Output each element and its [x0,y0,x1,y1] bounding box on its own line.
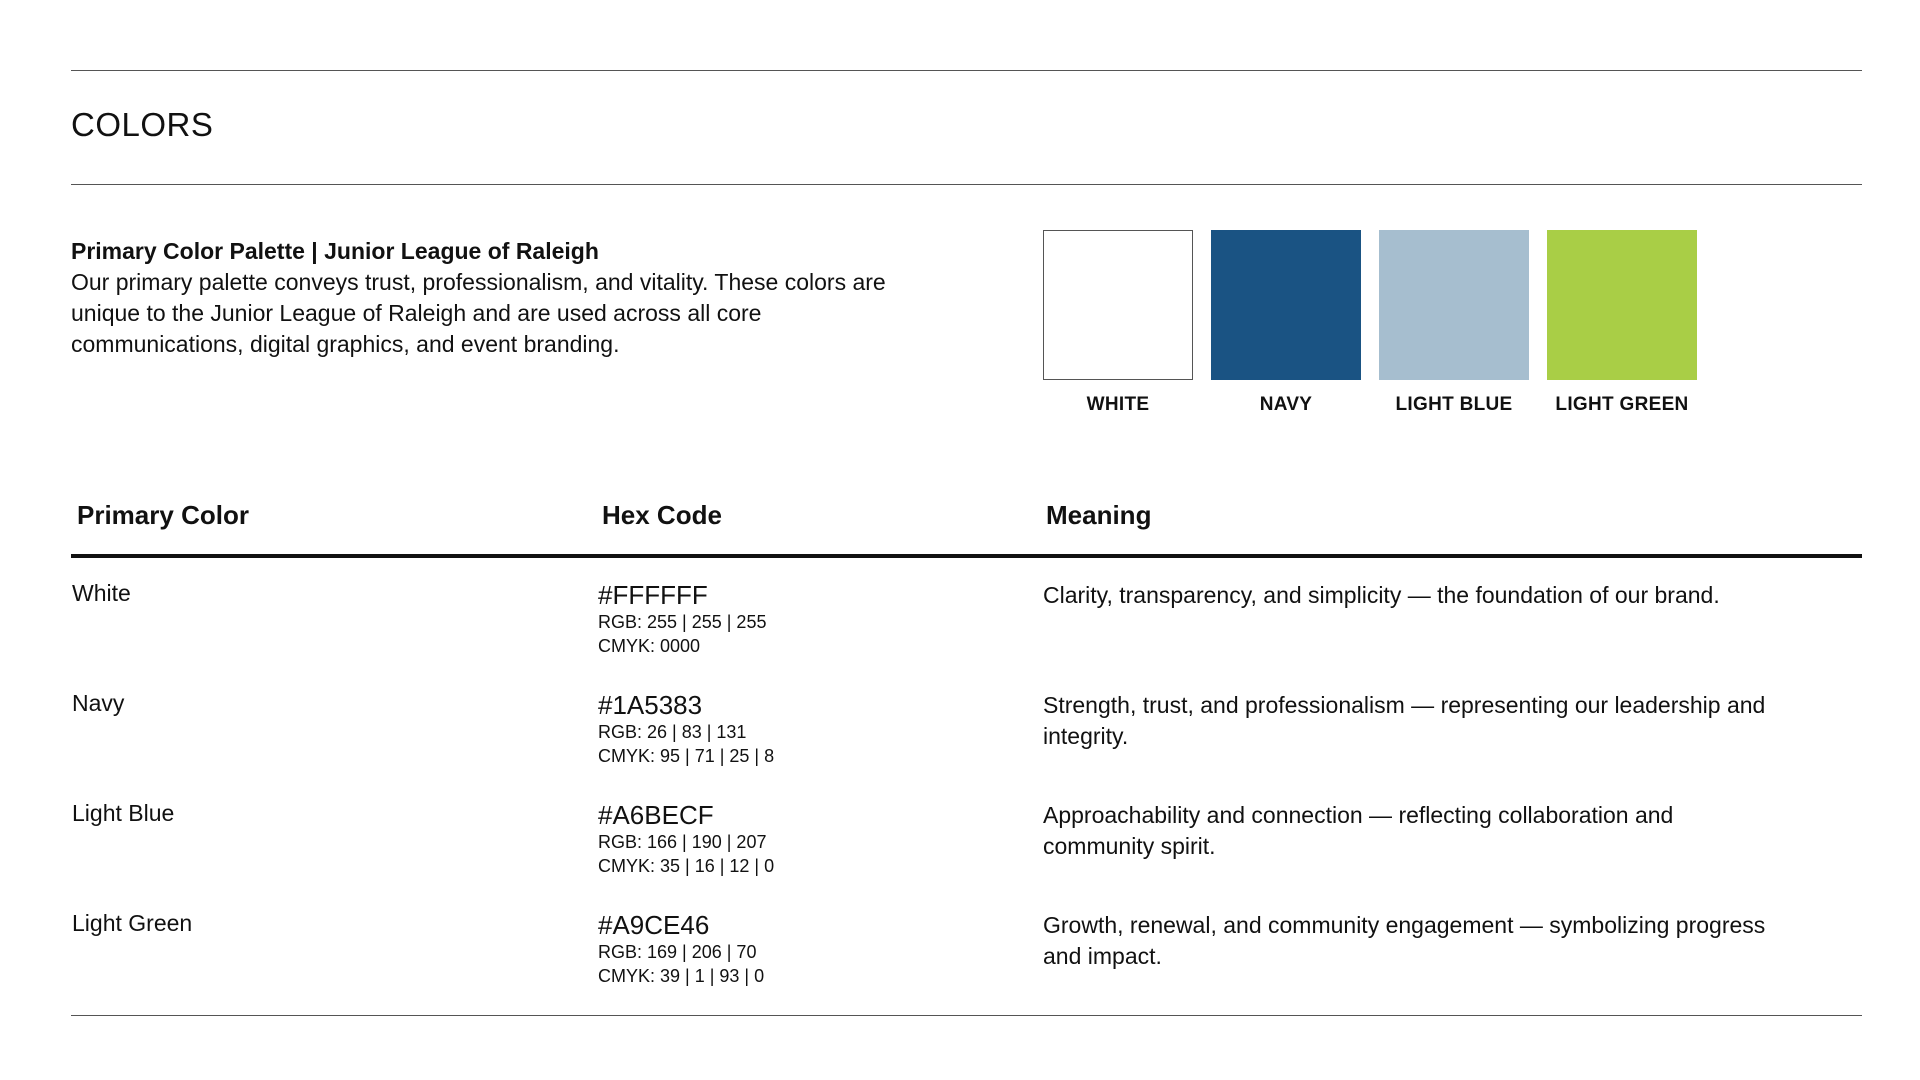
table-row [71,684,1862,794]
color-table [71,496,1862,1014]
color-meaning: Approachability and connection — reflecting collaboration and community spirit. [1043,802,1674,859]
color-codes [598,800,774,878]
hex-code: #1A5383 [598,690,703,720]
color-codes [598,910,764,988]
color-name: Light Blue [72,800,175,826]
color-name: Navy [72,690,125,716]
color-meaning: Strength, trust, and professionalism — representing our leadership and integrity. [1043,692,1766,749]
swatch-navy [1211,230,1361,416]
swatch-white [1043,230,1193,416]
table-row [71,574,1862,684]
cmyk-value: CMYK: 39 | 1 | 93 | 0 [598,966,765,986]
rgb-value: RGB: 166 | 190 | 207 [598,832,767,852]
bottom-divider [71,1015,1862,1016]
hex-code: #A9CE46 [598,910,710,940]
table-row [71,794,1862,904]
swatch-row [1043,230,1697,416]
color-codes [598,690,774,768]
swatch-light-green-label: LIGHT GREEN [1555,394,1689,415]
hex-code: #FFFFFF [598,580,708,610]
color-codes [598,580,766,658]
swatch-white-label: WHITE [1086,394,1150,415]
header-hex-code: Hex Code [602,500,722,530]
color-meaning: Clarity, transparency, and simplicity — the foundation of our brand. [1043,582,1720,608]
intro-block [71,236,891,360]
rgb-value: RGB: 255 | 255 | 255 [598,612,767,632]
swatch-navy-label: NAVY [1259,394,1313,415]
swatch-white-box [1043,230,1193,380]
hex-code: #A6BECF [598,800,714,830]
color-meaning: Growth, renewal, and community engagement — symbolizing progress and impact. [1043,912,1766,969]
swatch-light-green [1547,230,1697,416]
header-primary-color: Primary Color [77,500,249,530]
table-body [71,574,1862,1014]
cmyk-value: CMYK: 0000 [598,636,701,656]
swatch-light-blue [1379,230,1529,416]
color-name: White [72,580,131,606]
intro-heading: Primary Color Palette | Junior League of Raleigh [71,238,599,264]
cmyk-value: CMYK: 35 | 16 | 12 | 0 [598,856,775,876]
table-row [71,904,1862,1014]
color-name: Light Green [72,910,193,936]
top-divider [71,70,1862,71]
rgb-value: RGB: 169 | 206 | 70 [598,942,757,962]
swatch-light-green-box [1547,230,1697,380]
cmyk-value: CMYK: 95 | 71 | 25 | 8 [598,746,775,766]
header-meaning: Meaning [1046,500,1152,530]
swatch-navy-box [1211,230,1361,380]
intro-body: Our primary palette conveys trust, professionalism, and vitality. These colors are unique to the Junior League of Raleigh and are used across all core communications, digital graphics, and event branding. [71,269,886,357]
swatch-light-blue-box [1379,230,1529,380]
title-divider [71,184,1862,185]
swatch-light-blue-label: LIGHT BLUE [1395,394,1513,415]
rgb-value: RGB: 26 | 83 | 131 [598,722,747,742]
table-header [71,496,1862,558]
section-title: COLORS [71,106,214,143]
